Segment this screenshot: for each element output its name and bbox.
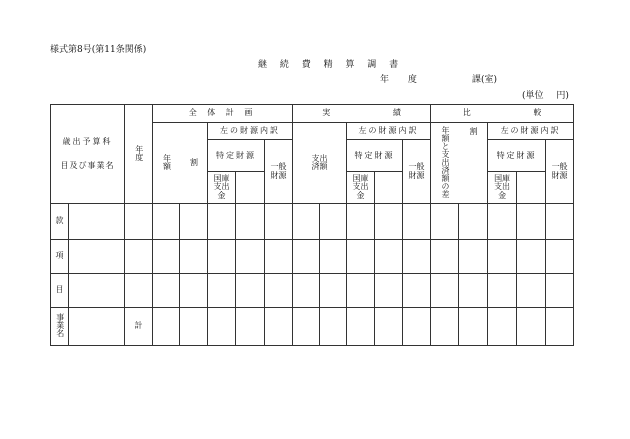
division-label: 課(室)	[472, 75, 498, 85]
actual-specific-source: 特定財源	[347, 140, 403, 172]
actual-header: 実 績	[293, 105, 431, 123]
actual-blank-source	[375, 171, 403, 203]
comparison-header: 比 較	[431, 105, 574, 123]
row-label-kou: 項	[51, 239, 69, 273]
actual-expenditure: 支出済額	[293, 123, 347, 204]
plan-allotment: 割	[180, 123, 208, 204]
row-label-moku: 目	[51, 274, 69, 308]
plan-annual-amount: 年額	[153, 123, 180, 204]
row-header-line2: 目及び事業名	[60, 161, 115, 171]
plan-national-treasury: 国庫支出金	[208, 171, 236, 203]
table-row	[51, 239, 574, 273]
plan-specific-source: 特定財源	[208, 140, 265, 172]
year-header: 年度	[125, 105, 153, 204]
comparison-specific-source: 特定財源	[488, 140, 546, 172]
comparison-breakdown: 左の財源内訳	[488, 123, 574, 140]
diff-label: 年額と支出済額の差	[431, 123, 459, 204]
form-number: 様式第8号(第11条関係)	[50, 45, 147, 55]
row-label-jigyou: 事業名	[51, 308, 69, 346]
plan-general-source: 一般財源	[265, 140, 293, 204]
comparison-national-treasury: 国庫支出金	[488, 171, 517, 203]
comparison-general-source: 一般財源	[546, 140, 574, 204]
overall-plan-header: 全 体 計 画	[153, 105, 293, 123]
plan-blank-source	[236, 171, 265, 203]
table-row	[51, 308, 574, 346]
comparison-blank-source	[517, 171, 546, 203]
table-row	[51, 204, 574, 239]
actual-breakdown: 左の財源内訳	[347, 123, 431, 140]
unit-label: (単位 円)	[522, 91, 569, 101]
document-title: 継 続 費 精 算 調 書	[258, 60, 404, 70]
row-header-line1: 歳出予算科	[62, 136, 113, 146]
plan-breakdown: 左の財源内訳	[208, 123, 293, 140]
diff-allotment: 割	[459, 123, 488, 204]
settlement-table	[50, 104, 574, 346]
actual-general-source: 一般財源	[403, 140, 431, 204]
row-label-kan: 款	[51, 204, 69, 239]
total-label: 計	[125, 308, 153, 346]
fiscal-year-label: 年 度	[380, 75, 425, 85]
table-row	[51, 274, 574, 308]
actual-national-treasury: 国庫支出金	[347, 171, 375, 203]
row-header-cell	[51, 105, 125, 204]
